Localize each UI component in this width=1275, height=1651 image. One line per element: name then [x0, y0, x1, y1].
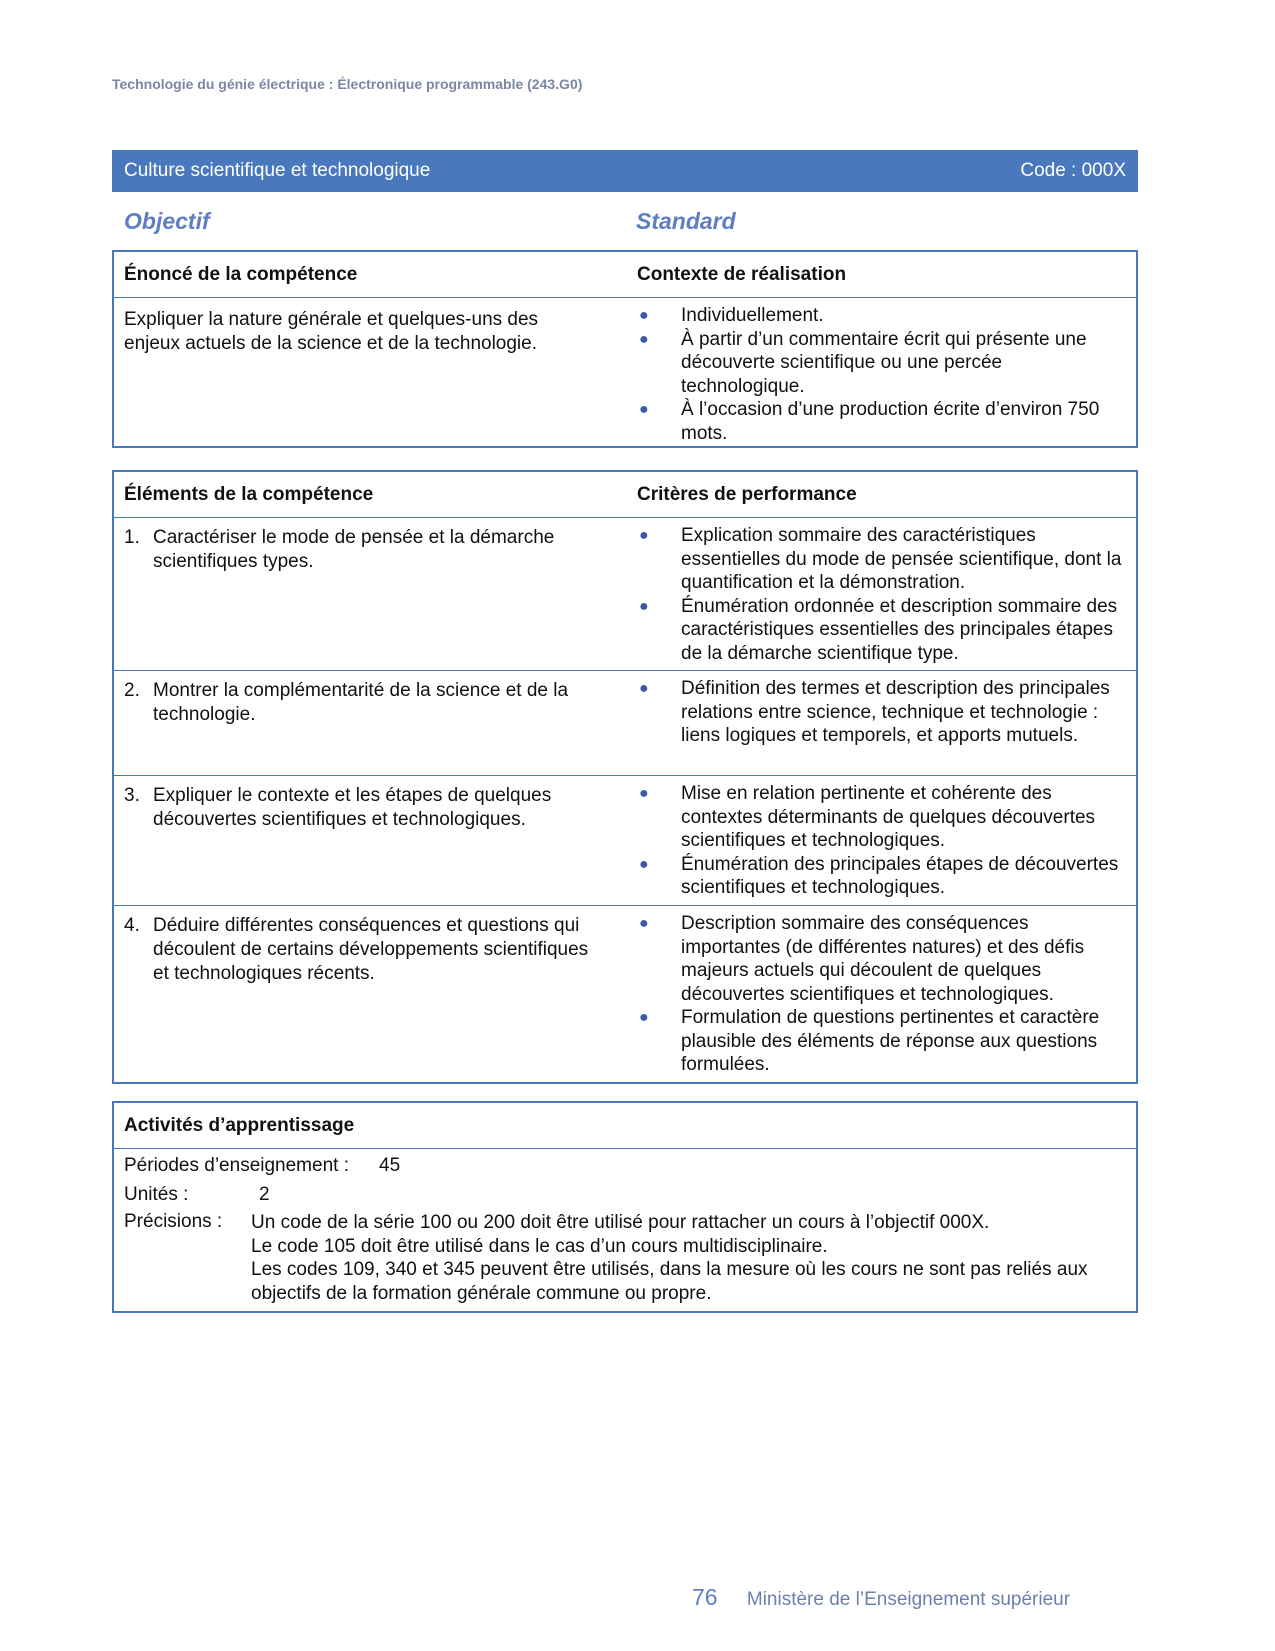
list-item: ● Énumération des principales étapes de découvertes scientifiques et technologiques. — [639, 853, 1119, 898]
precisions-label: Précisions : — [124, 1211, 223, 1232]
criteres-heading: Critères de performance — [637, 484, 857, 505]
competence-box — [112, 250, 1138, 448]
criteria-list — [637, 782, 1127, 900]
contexte-heading: Contexte de réalisation — [637, 264, 847, 285]
element-text: 1. Caractériser le mode de pensée et la démarche scientifiques types. — [124, 527, 555, 572]
periodes-label: Périodes d’enseignement : — [124, 1155, 349, 1176]
list-item: ● Description sommaire des conséquences importantes (de différentes natures) et des défis majeurs actuels qui découlent de quelques découvertes scientifiques et technologiques. — [639, 913, 1085, 1005]
element-text: 3. Expliquer le contexte et les étapes de quelques découvertes scientifiques et technologiques. — [124, 785, 552, 830]
competence-statement: Expliquer la nature générale et quelques-uns des enjeux actuels de la science et de la technologie. — [124, 309, 539, 354]
element-text: 2. Montrer la complémentarité de la science et de la technologie. — [124, 680, 569, 725]
elements-header — [114, 472, 1136, 518]
title-bar — [112, 150, 1138, 192]
list-item: ● Énumération ordonnée et description sommaire des caractéristiques essentielles des principales étapes de la démarche scientifique type. — [639, 595, 1118, 664]
periodes-value: 45 — [379, 1155, 401, 1176]
list-item: ● Mise en relation pertinente et cohérente des contextes déterminants de quelques découvertes scientifiques et technologiques. — [639, 783, 1096, 851]
standard-label: Standard — [636, 208, 736, 234]
document-header: Technologie du génie électrique : Électronique programmable (243.G0) — [112, 76, 583, 92]
table-row — [114, 518, 1136, 671]
criteria-list — [637, 524, 1127, 665]
bullet-icon: ● — [639, 785, 649, 802]
precision-line: Le code 105 doit être utilisé dans le cas d’un cours multidisciplinaire. — [251, 1235, 828, 1257]
list-item: ● À l’occasion d’une production écrite d’environ 750 mots. — [639, 399, 1100, 444]
bullet-icon: ● — [639, 401, 649, 418]
precision-line: Les codes 109, 340 et 345 peuvent être utilisés, dans la mesure où les cours ne sont pas reliés aux objectifs de la formation générale commune ou propre. — [251, 1259, 1088, 1304]
bullet-icon: ● — [639, 915, 649, 932]
objectif-label: Objectif — [124, 208, 210, 234]
bullet-icon: ● — [639, 855, 649, 873]
competence-body — [114, 298, 1136, 446]
element-text: 4. Déduire différentes conséquences et questions qui découlent de certains développements scientifiques et technologiques récents. — [124, 915, 589, 984]
bullet-icon: ● — [639, 527, 649, 544]
course-code: Code : 000X — [1020, 160, 1126, 181]
table-row — [114, 671, 1136, 776]
elements-heading: Éléments de la compétence — [124, 484, 374, 505]
table-row — [114, 776, 1136, 906]
criteria-list — [637, 912, 1127, 1077]
activites-header — [114, 1103, 1136, 1149]
bullet-icon: ● — [639, 1009, 649, 1026]
ministry-name: Ministère de l’Enseignement supérieur — [746, 1589, 1071, 1610]
contexte-list — [637, 304, 1127, 445]
table-row — [114, 906, 1136, 1082]
list-item: ● Formulation de questions pertinentes et caractère plausible des éléments de réponse aux questions formulées. — [639, 1007, 1100, 1075]
list-item: ● Individuellement. — [639, 305, 824, 326]
competence-header — [114, 252, 1136, 298]
activites-body — [114, 1149, 1136, 1315]
list-item: ● Explication sommaire des caractéristiques essentielles du mode de pensée scientifique, dont la quantification et la démonstration. — [639, 525, 1122, 593]
bullet-icon: ● — [639, 330, 649, 348]
precision-line: Un code de la série 100 ou 200 doit être utilisé pour rattacher un cours à l’objectif 000X. — [251, 1212, 990, 1233]
list-item: ● Définition des termes et description des principales relations entre science, technique et technologie : liens logiques et temporels, et apports mutuels. — [639, 678, 1110, 746]
unites-value: 2 — [259, 1184, 270, 1205]
competence-heading: Énoncé de la compétence — [124, 264, 358, 285]
unites-label: Unités : — [124, 1184, 189, 1205]
criteria-list — [637, 677, 1127, 748]
page-number: 76 — [692, 1584, 718, 1610]
course-title: Culture scientifique et technologique — [124, 160, 431, 181]
precisions-text — [251, 1211, 1091, 1305]
bullet-icon: ● — [639, 307, 649, 324]
bullet-icon: ● — [639, 597, 649, 615]
activites-box — [112, 1101, 1138, 1313]
page-footer — [692, 1584, 1070, 1611]
elements-box — [112, 470, 1138, 1084]
list-item: ● À partir d’un commentaire écrit qui présente une découverte scientifique ou une percée technologique. — [639, 328, 1087, 397]
activites-heading: Activités d’apprentissage — [124, 1115, 355, 1136]
bullet-icon: ● — [639, 680, 649, 697]
